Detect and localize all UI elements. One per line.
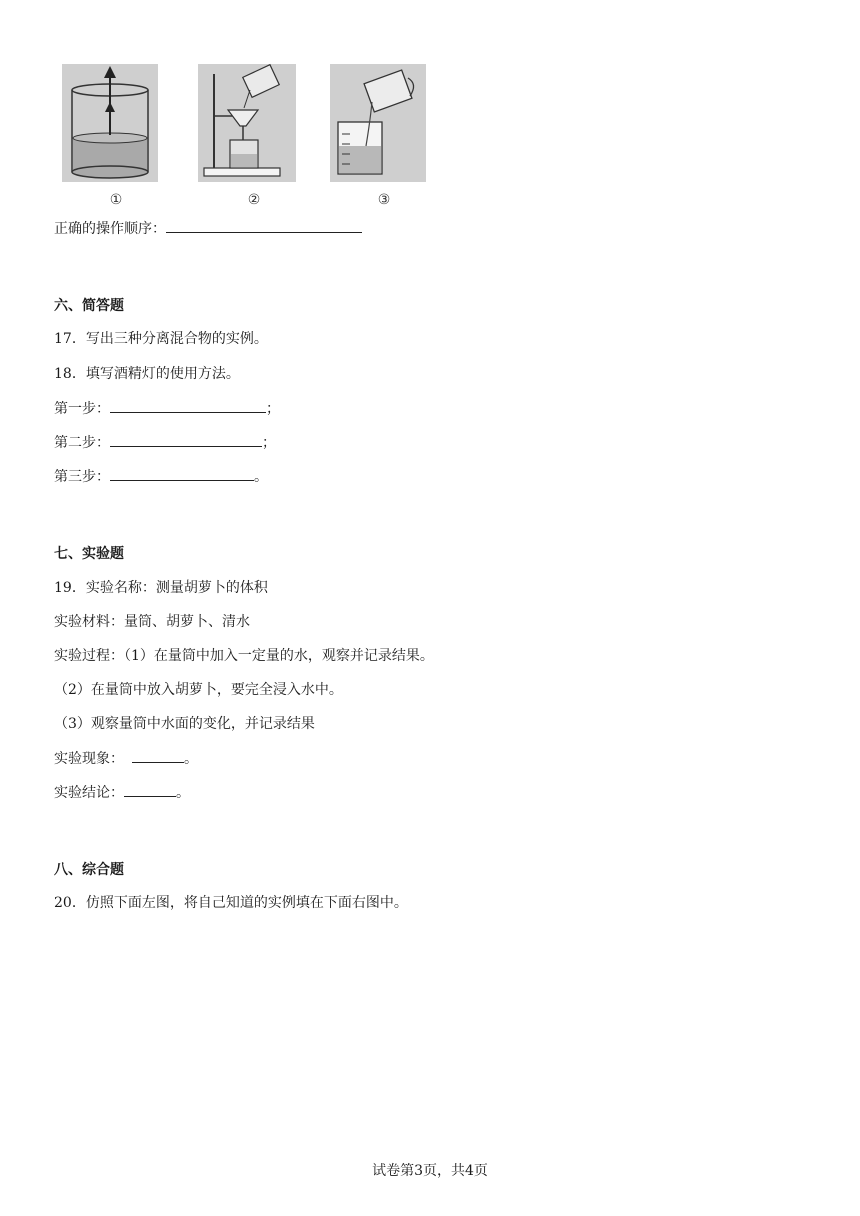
phenomenon-label: 实验现象： [54, 751, 124, 767]
section-6-title: 六、简答题 [54, 298, 124, 314]
filtration-illustration [198, 60, 310, 188]
figure-strip [60, 60, 440, 210]
experiment-conclusion-line [54, 782, 190, 803]
step-1-line [54, 398, 280, 419]
experiment-process-2: （2）在量筒中放入胡萝卜，要完全浸入水中。 [54, 682, 343, 698]
step-1-end: ； [266, 401, 280, 417]
step-1-blank[interactable] [110, 398, 266, 413]
conclusion-label: 实验结论： [54, 785, 124, 801]
section-8-title: 八、综合题 [54, 862, 124, 878]
pouring-beaker-illustration [328, 60, 440, 188]
step-3-line [54, 466, 268, 487]
figure-2-label: ② [247, 192, 261, 208]
phenomenon-end: 。 [184, 751, 198, 767]
section-7-title: 七、实验题 [54, 546, 124, 562]
step-2-end: ； [262, 435, 276, 451]
figure-1 [60, 60, 172, 210]
step-3-label: 第三步： [54, 469, 110, 485]
page-footer: 试卷第3页，共4页 [372, 1163, 488, 1179]
step-2-blank[interactable] [110, 432, 262, 447]
step-2-line [54, 432, 276, 453]
experiment-materials: 实验材料：量筒、胡萝卜、清水 [54, 614, 250, 630]
experiment-phenomenon-line [54, 748, 198, 769]
operation-order-line [54, 218, 362, 239]
question-17: 17．写出三种分离混合物的实例。 [54, 331, 268, 347]
operation-order-blank[interactable] [166, 218, 362, 233]
question-18: 18．填写酒精灯的使用方法。 [54, 366, 240, 382]
question-20: 20．仿照下面左图，将自己知道的实例填在下面右图中。 [54, 895, 408, 911]
figure-3 [328, 60, 440, 210]
cylinder-arrow-illustration [60, 60, 172, 188]
experiment-process-3: （3）观察量筒中水面的变化，并记录结果 [54, 716, 315, 732]
operation-order-label: 正确的操作顺序： [54, 221, 166, 237]
figure-3-label: ③ [377, 192, 391, 208]
phenomenon-blank[interactable] [132, 748, 184, 763]
step-1-label: 第一步： [54, 401, 110, 417]
step-3-blank[interactable] [110, 466, 254, 481]
experiment-process-1: 实验过程：（1）在量筒中加入一定量的水，观察并记录结果。 [54, 648, 434, 664]
conclusion-end: 。 [176, 785, 190, 801]
figure-1-label: ① [109, 192, 123, 208]
figure-2 [198, 60, 310, 210]
step-2-label: 第二步： [54, 435, 110, 451]
question-19-name: 19．实验名称：测量胡萝卜的体积 [54, 580, 268, 596]
step-3-end: 。 [254, 469, 268, 485]
conclusion-blank[interactable] [124, 782, 176, 797]
